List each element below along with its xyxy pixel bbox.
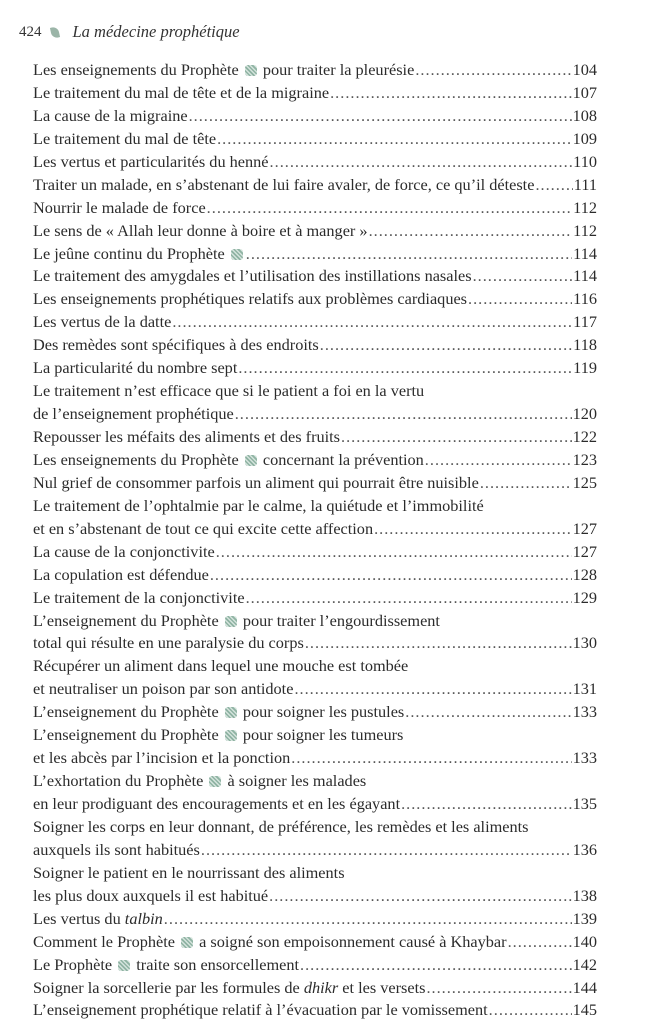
title-fragment: en leur prodiguant des encouragements et en les égayant: [33, 794, 401, 813]
toc-page-number: 108: [572, 105, 597, 125]
dot-leader: [207, 197, 573, 220]
title-fragment: Comment le Prophète: [33, 931, 180, 951]
dot-leader: [216, 541, 572, 564]
dot-leader: [401, 793, 571, 816]
toc-entry-title: [33, 908, 163, 931]
title-fragment: les plus doux auxquels il est habitué: [33, 885, 269, 905]
dot-leader: [269, 885, 571, 908]
toc-page-number: 140: [572, 931, 597, 951]
toc-page-number: 116: [573, 289, 597, 309]
title-fragment: et neutraliser un poison par son antidote: [33, 679, 294, 699]
title-fragment: Le jeûne continu du Prophète: [33, 243, 229, 263]
toc-entry-title: [33, 357, 237, 380]
toc-entry: [33, 357, 597, 380]
title-fragment: de l’enseignement prophétique: [33, 404, 234, 424]
toc-entry-title: [33, 220, 368, 243]
dot-leader: [535, 174, 572, 197]
toc-entry: [33, 426, 597, 449]
title-fragment: a soigné son empoisonnement causé à Khaybar: [195, 931, 507, 951]
toc-entry: [33, 678, 597, 701]
toc-entry: [33, 220, 597, 243]
toc-entry: [33, 449, 597, 472]
salawat-icon: [231, 249, 243, 260]
toc-page-number: 133: [572, 702, 597, 722]
toc-entry: [33, 908, 597, 931]
title-fragment: pour soigner les tumeurs: [238, 725, 404, 745]
dot-leader: [217, 128, 571, 151]
toc-entry-title: [33, 862, 345, 885]
title-fragment: L’enseignement prophétique relatif à l’évacuation par le vomissement: [33, 1000, 488, 1020]
dot-leader: [235, 403, 572, 426]
title-fragment: total qui résulte en une paralysie du corps: [33, 633, 304, 653]
toc-entry: [33, 977, 597, 1000]
toc-entry-title: [33, 265, 472, 288]
toc-entry: [33, 128, 597, 151]
title-fragment: Les vertus du: [33, 908, 125, 928]
title-fragment: Traiter un malade, en s’abstenant de lui faire avaler, de force, ce qu’il déteste: [33, 174, 535, 194]
title-fragment: La particularité du nombre sept: [33, 358, 238, 378]
toc-entry-title: [33, 678, 293, 701]
dot-leader: [320, 334, 572, 357]
title-fragment: La cause de la conjonctivite: [33, 541, 215, 561]
toc-page-number: 125: [572, 472, 597, 492]
toc-page-number: 142: [572, 954, 597, 974]
toc-page-number: 122: [572, 427, 597, 446]
title-fragment: à soigner les malades: [223, 771, 367, 791]
toc-entry: [33, 655, 597, 678]
running-title: La médecine prophétique: [72, 22, 240, 41]
toc-page-number: 112: [573, 197, 597, 217]
salawat-icon: [118, 960, 130, 971]
toc-entry-title: [33, 311, 171, 334]
toc-entry: [33, 243, 597, 266]
dot-leader: [330, 82, 571, 105]
title-fragment: Les enseignements prophétiques relatifs aux problèmes cardiaques: [33, 289, 468, 309]
toc-entry-title: [33, 931, 507, 954]
toc-entry-title: [33, 655, 408, 678]
toc-entry: [33, 197, 597, 220]
toc-page-number: 123: [572, 449, 597, 469]
toc-page-number: 127: [572, 518, 597, 538]
toc-entry-title: [33, 885, 268, 908]
toc-page-number: 128: [572, 564, 597, 584]
toc-entry-title: [33, 197, 206, 220]
title-fragment: Récupérer un aliment dans lequel une mouche est tombée: [33, 656, 409, 676]
title-fragment: Le Prophète: [33, 954, 117, 974]
leaf-icon: [49, 26, 59, 38]
toc-page-number: 131: [572, 679, 597, 699]
toc-page-number: 144: [572, 977, 597, 997]
title-fragment: et les versets: [338, 977, 426, 997]
toc-entry: [33, 265, 597, 288]
title-fragment: pour traiter la pleurésie: [258, 60, 415, 79]
title-fragment: Le traitement de l’ophtalmie par le calme, la quiétude et l’immobilité: [33, 495, 484, 515]
title-fragment: et en s’abstenant de tout ce qui excite cette affection: [33, 518, 374, 538]
toc-entry: [33, 747, 597, 770]
title-fragment: L’exhortation du Prophète: [33, 771, 208, 791]
dot-leader: [369, 220, 573, 243]
toc-entry-title: [33, 403, 234, 426]
toc-entry-title: [33, 564, 209, 587]
toc-page-number: 135: [572, 794, 597, 813]
toc-page-number: 110: [573, 151, 597, 171]
title-fragment: La cause de la migraine: [33, 105, 188, 125]
title-fragment: Le traitement du mal de tête: [33, 128, 217, 148]
title-fragment: concernant la prévention: [258, 449, 424, 469]
toc-entry-title: [33, 541, 215, 564]
title-fragment: L’enseignement du Prophète: [33, 702, 223, 722]
title-fragment: Le sens de « Allah leur donne à boire et à manger »: [33, 220, 368, 240]
title-fragment: pour traiter l’engourdissement: [238, 610, 440, 630]
toc-entry: [33, 59, 597, 82]
title-fragment: Soigner les corps en leur donnant, de préférence, les remèdes et les aliments: [33, 816, 529, 836]
title-fragment: Les vertus et particularités du henné: [33, 151, 269, 171]
dot-leader: [425, 449, 572, 472]
italic-term: dhikr: [303, 977, 339, 997]
toc-page-number: 119: [573, 358, 597, 378]
toc-entry-title: [33, 770, 366, 793]
toc-entry: [33, 311, 597, 334]
title-fragment: Les vertus de la datte: [33, 312, 172, 332]
toc-entry: [33, 564, 597, 587]
title-fragment: Le traitement des amygdales et l’utilisation des instillations nasales: [33, 266, 472, 286]
toc-page-number: 118: [573, 335, 597, 355]
toc-entry: [33, 931, 597, 954]
title-fragment: Nourrir le malade de force: [33, 197, 206, 217]
dot-leader: [246, 243, 572, 266]
dot-leader: [489, 999, 572, 1022]
dot-leader: [294, 678, 571, 701]
toc-page-number: 114: [573, 243, 597, 263]
toc-entry: [33, 701, 597, 724]
toc-entry-title: [33, 380, 424, 403]
toc-page-number: 139: [572, 908, 597, 928]
salawat-icon: [209, 776, 221, 787]
toc-entry: [33, 885, 597, 908]
toc-entry-title: [33, 610, 440, 633]
title-fragment: Des remèdes sont spécifiques à des endroits: [33, 335, 319, 355]
title-fragment: Le traitement n’est efficace que si le patient a foi en la vertu: [33, 381, 425, 401]
toc-entry-title: [33, 174, 534, 197]
toc-entry: [33, 288, 597, 311]
title-fragment: auxquels ils sont habitués: [33, 839, 200, 859]
toc-entry-title: [33, 82, 329, 105]
dot-leader: [300, 954, 572, 977]
toc-page-number: 107: [572, 82, 597, 102]
toc-page-number: 109: [572, 128, 597, 148]
toc-entry-title: [33, 587, 245, 610]
dot-leader: [415, 59, 571, 82]
page-number: 424: [19, 23, 42, 40]
toc-entry: [33, 587, 597, 610]
dot-leader: [405, 701, 571, 724]
table-of-contents: [33, 59, 597, 1022]
dot-leader: [508, 931, 572, 954]
salawat-icon: [225, 707, 237, 718]
toc-entry: [33, 724, 597, 747]
toc-page-number: 130: [572, 633, 597, 653]
salawat-icon: [225, 730, 237, 741]
toc-entry-title: [33, 977, 425, 1000]
toc-entry-title: [33, 243, 245, 266]
title-fragment: La copulation est défendue: [33, 564, 209, 584]
toc-entry: [33, 518, 597, 541]
italic-term: talbin: [124, 908, 163, 928]
title-fragment: L’enseignement du Prophète: [33, 725, 223, 745]
toc-entry-title: [33, 472, 479, 495]
title-fragment: et les abcès par l’incision et la ponction: [33, 748, 291, 768]
salawat-icon: [181, 937, 193, 948]
toc-entry: [33, 954, 597, 977]
toc-page-number: 104: [572, 60, 597, 79]
toc-entry-title: [33, 426, 340, 449]
title-fragment: pour soigner les pustules: [238, 702, 405, 722]
toc-page-number: 111: [573, 174, 597, 194]
toc-entry: [33, 793, 597, 816]
title-fragment: Soigner la sorcellerie par les formules de: [33, 977, 304, 997]
toc-entry: [33, 472, 597, 495]
toc-page-number: 133: [572, 748, 597, 768]
toc-entry-title: [33, 495, 484, 518]
toc-entry-title: [33, 954, 299, 977]
toc-entry-title: [33, 724, 403, 747]
salawat-icon: [245, 455, 257, 466]
toc-entry-title: [33, 334, 319, 357]
title-fragment: Repousser les méfaits des aliments et des fruits: [33, 427, 341, 446]
toc-entry-title: [33, 518, 373, 541]
dot-leader: [238, 357, 572, 380]
dot-leader: [374, 518, 571, 541]
toc-page-number: 138: [572, 885, 597, 905]
dot-leader: [468, 288, 572, 311]
dot-leader: [246, 587, 572, 610]
toc-page-number: 120: [572, 404, 597, 424]
toc-entry-title: [33, 816, 529, 839]
toc-entry-title: [33, 59, 414, 82]
toc-entry-title: [33, 701, 404, 724]
dot-leader: [305, 632, 572, 655]
toc-entry: [33, 632, 597, 655]
toc-entry: [33, 380, 597, 403]
running-header: [19, 22, 240, 42]
title-fragment: Le traitement du mal de tête et de la migraine: [33, 82, 330, 102]
toc-entry: [33, 839, 597, 862]
toc-entry-title: [33, 839, 200, 862]
toc-entry-title: [33, 449, 424, 472]
dot-leader: [473, 265, 573, 288]
toc-entry: [33, 334, 597, 357]
title-fragment: Le traitement de la conjonctivite: [33, 587, 245, 607]
title-fragment: Les enseignements du Prophète: [33, 60, 243, 79]
dot-leader: [201, 839, 572, 862]
salawat-icon: [245, 65, 257, 76]
dot-leader: [164, 908, 572, 931]
toc-entry-title: [33, 151, 269, 174]
toc-page-number: 129: [572, 587, 597, 607]
toc-entry: [33, 174, 597, 197]
title-fragment: L’enseignement du Prophète: [33, 610, 223, 630]
dot-leader: [341, 426, 572, 449]
toc-page-number: 127: [572, 541, 597, 561]
dot-leader: [480, 472, 572, 495]
dot-leader: [426, 977, 571, 1000]
toc-entry-title: [33, 105, 188, 128]
toc-entry: [33, 541, 597, 564]
toc-entry: [33, 105, 597, 128]
toc-entry: [33, 82, 597, 105]
toc-entry-title: [33, 128, 216, 151]
title-fragment: Nul grief de consommer parfois un aliment qui pourrait être nuisible: [33, 472, 479, 492]
dot-leader: [172, 311, 572, 334]
toc-page-number: 145: [572, 1000, 597, 1020]
title-fragment: Les enseignements du Prophète: [33, 449, 243, 469]
toc-page-number: 117: [573, 312, 597, 332]
toc-entry-title: [33, 288, 467, 311]
toc-entry-title: [33, 793, 400, 816]
toc-entry-title: [33, 632, 304, 655]
toc-entry: [33, 151, 597, 174]
salawat-icon: [225, 616, 237, 627]
toc-entry: [33, 999, 597, 1022]
toc-entry: [33, 403, 597, 426]
toc-entry-title: [33, 747, 290, 770]
toc-page-number: 114: [573, 266, 597, 286]
toc-entry: [33, 816, 597, 839]
toc-entry: [33, 495, 597, 518]
toc-entry-title: [33, 999, 488, 1022]
toc-page-number: 136: [572, 839, 597, 859]
toc-entry: [33, 862, 597, 885]
dot-leader: [189, 105, 572, 128]
toc-page-number: 112: [573, 220, 597, 240]
title-fragment: Soigner le patient en le nourrissant des aliments: [33, 862, 345, 882]
dot-leader: [291, 747, 571, 770]
toc-entry: [33, 770, 597, 793]
dot-leader: [270, 151, 573, 174]
dot-leader: [210, 564, 572, 587]
toc-entry: [33, 610, 597, 633]
title-fragment: traite son ensorcellement: [132, 954, 300, 974]
